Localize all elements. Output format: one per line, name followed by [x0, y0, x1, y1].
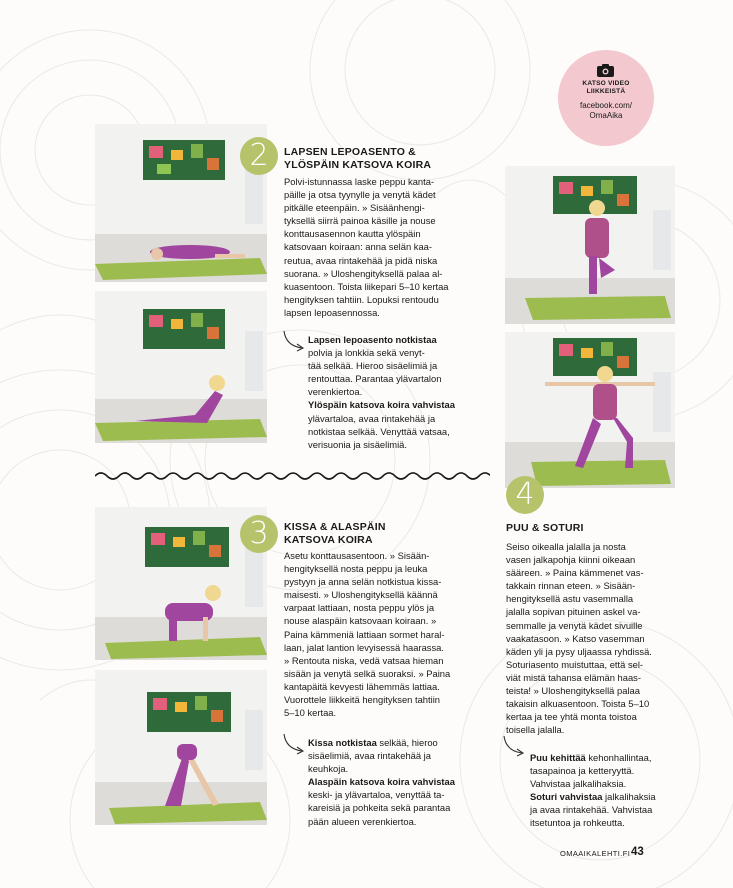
video-badge[interactable] — [558, 50, 654, 146]
section-3-tips: Kissa notkistaa selkää, hieroo sisäelimiä, avaa rintakehää ja keuhkoja. Alaspäin katsova koira vahvistaa keski- ja ylävartaloa, venyttää ta- kareisiä ja pohkeita sekä parantaa pään alueen verenkiertoa. — [308, 737, 455, 827]
footer-site[interactable]: OMAAIKALEHTI.FI — [560, 849, 631, 858]
page-number: 43 — [631, 846, 644, 858]
photo-warrior-pose — [505, 332, 675, 488]
photo-downward-dog — [95, 670, 267, 825]
section-3-body: Asetu konttausasentoon. » Sisään- hengityksellä nosta peppu ja leuka pystyyn ja anna selän notkistua kissa- maisesti. » Uloshengityksellä käännä varpaat lattiaan, nosta peppu ylös ja nouse alaspäin katsovaan koiraan. » Paina kämmeniä lattiaan sormet haral- laan, jalat lantion levyisessä haarassa. » Rentouta niska, vedä vatsaa hieman sisään ja venytä selkä suoraksi. » Paina kantapäitä kevyesti lähemmäs lattiaa. Vuorottele liikkeitä hengityksen tahtiin 5–10 kertaa. — [284, 550, 451, 719]
photo-upward-dog — [95, 291, 267, 443]
section-2-tips: Lapsen lepoasento notkistaa polvia ja lonkkia sekä venyt- tää selkää. Hieroo sisäelimiä ja rentouttaa. Parantaa ylävartalon verenkiertoa. Ylöspäin katsova koira vahvistaa ylävartaloa, avaa rintakehää ja notkistaa selkää. Venyttää vatsaa, verisuonia ja sisäelimiä. — [308, 334, 455, 450]
section-4-body: Seiso oikealla jalalla ja nosta vasen jalkapohja kiinni oikeaan sääreen. » Paina kämmenet vas- takkain rinnan eteen. » Sisään- hengityksellä astu vasemmalla jalalla sopivan pituinen askel va- semmalle ja venytä kädet sivuille vaakatasoon. » Katso vasemman käden yli ja pysy uljaassa ryhdissä. Soturiasento muistuttaa, että sel- viät mistä tahansa elämän haas- teista! » Uloshengityksellä palaa takaisin alkuasentoon. Toista 5–10 kertaa ja tee yhtä monta toistoa toisella jalalla. — [506, 541, 652, 736]
section-3-title: KISSA & ALASPÄIN KATSOVA KOIRA — [284, 521, 386, 546]
badge-link[interactable]: facebook.com/ OmaAika — [579, 101, 633, 120]
camera-icon — [597, 64, 614, 77]
arrow-icon — [282, 733, 306, 755]
badge-heading: KATSO VIDEO LIIKKEISTÄ — [582, 80, 630, 95]
photo-tree-pose — [505, 166, 675, 324]
wavy-divider — [95, 468, 490, 484]
section-4-title: PUU & SOTURI — [506, 522, 584, 534]
arrow-icon — [282, 330, 306, 352]
section-4-tips: Puu kehittää kehonhallintaa, tasapainoa ja ketteryyttä. Vahvistaa jalkalihaksia. Soturi vahvistaa jalkalihaksia ja avaa rintakehää. Vahvistaa itsetuntoa ja rohkeutta. — [530, 752, 656, 829]
step-number-4: 4 — [506, 476, 544, 514]
step-number-2: 2 — [240, 137, 278, 175]
section-2-title: LAPSEN LEPOASENTO & YLÖSPÄIN KATSOVA KOIRA — [284, 146, 432, 171]
section-2-body: Polvi-istunnassa laske peppu kanta- päille ja otsa tyynylle ja venytä kädet pitkälle eteenpäin. » Sisäänhengi- tyksellä siirrä painoa käsille ja nouse konttausasennon kautta ylöspäin katsovaan koiraan: anna selän kaa- reutua, avaa rintakehää ja pidä niska suorana. » Uloshengityksellä palaa al- kuasentoon. Toista liikepari 5–10 kertaa hengityksen tahtiin. Lopuksi rentoudu lapsen lepoasennossa. — [284, 176, 449, 318]
arrow-icon — [502, 735, 526, 757]
step-number-3: 3 — [240, 515, 278, 553]
